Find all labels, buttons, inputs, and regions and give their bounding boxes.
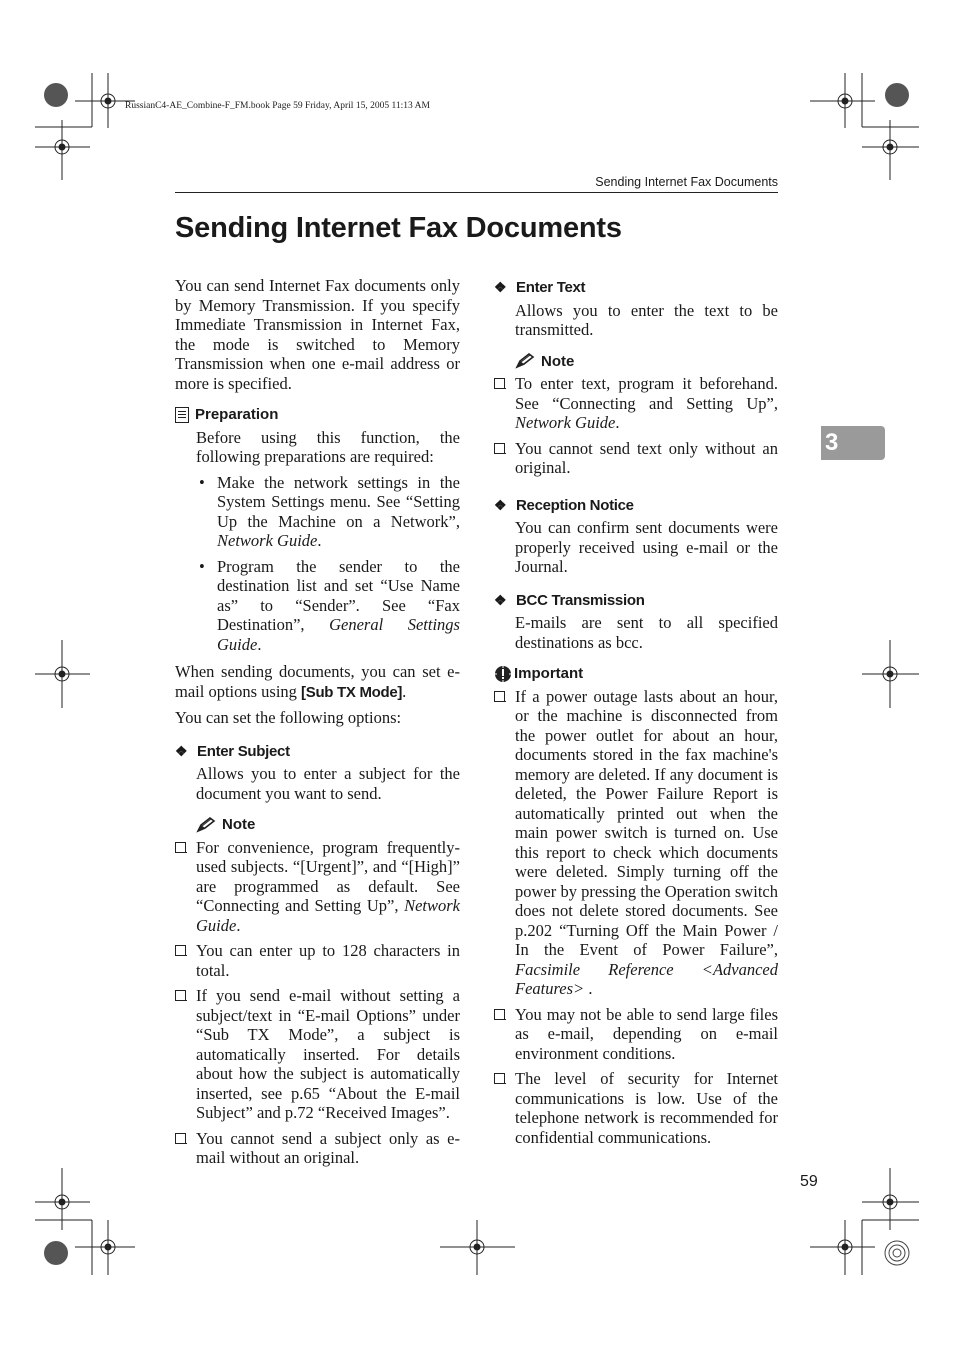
chapter-tab: 3: [821, 426, 885, 460]
note-item: To enter text, program it beforehand. See “Connecting and Setting Up”, Network Guide.: [494, 374, 778, 433]
checkbox-icon: [494, 1009, 505, 1020]
text-notes: [494, 374, 778, 478]
intro-paragraph: You can send Internet Fax documents only by Memory Transmission. If you specify Immediate Transmission in Internet Fax, the mode is switched to Memory Transmission when one e-mail address or more is specified.: [175, 276, 460, 393]
preparation-list: [175, 473, 460, 655]
bcc-text: E-mails are sent to all specified destinations as bcc.: [515, 613, 778, 652]
list-item: • Make the network settings in the System Settings menu. See “Setting Up the Machine on a Network”, Network Guide.: [199, 472, 460, 550]
checkbox-icon: [494, 691, 505, 702]
important-item: The level of security for Internet communications is low. Use of the telephone network is recommended for confidential communications.: [494, 1069, 778, 1147]
important-list: [494, 687, 778, 1148]
checkbox-icon: [494, 378, 505, 389]
diamond-icon: ❖: [494, 496, 507, 513]
diamond-icon: ❖: [494, 279, 507, 295]
important-item: You may not be able to send large files as e-mail, depending on e-mail environment conditions.: [494, 1005, 778, 1064]
diamond-icon: ❖: [494, 591, 507, 608]
preparation-heading: [175, 405, 460, 425]
enter-text-heading: ❖ Enter Text: [494, 279, 586, 296]
list-item: • Program the sender to the destination list and set “Use Name as” to “Sender”. See “Fax Destination”, General Settings Guide.: [199, 556, 460, 654]
sub-tx-mode-key: [Sub TX Mode]: [301, 683, 403, 701]
bullet-icon: •: [199, 556, 205, 576]
pencil-icon: [196, 817, 216, 833]
note-heading: Note: [175, 815, 460, 835]
bullet-icon: •: [199, 472, 205, 492]
enter-subject-text: Allows you to enter a subject for the document you want to send.: [196, 764, 460, 803]
checkbox-icon: [175, 945, 186, 956]
reception-notice-heading: ❖ Reception Notice: [494, 496, 634, 514]
right-column: [494, 276, 778, 1153]
note-item: For convenience, program frequently-used subjects. “[Urgent]”, and “[High]” are programmed as default. See “Connecting and Setting Up”, Network Guide.: [175, 838, 460, 936]
preparation-text: Before using this function, the following preparations are required:: [196, 427, 460, 466]
checkbox-icon: [494, 1073, 505, 1084]
subject-notes: [175, 838, 460, 1168]
book-info: RussianC4-AE_Combine-F_FM.book Page 59 Friday, April 15, 2005 11:13 AM: [125, 101, 430, 111]
note-heading: Note: [494, 352, 778, 372]
bcc-heading: ❖ BCC Transmission: [494, 591, 645, 609]
sending-paragraph: When sending documents, you can set e-mail options using [Sub TX Mode].: [175, 662, 460, 701]
options-paragraph: You can set the following options:: [175, 708, 402, 727]
page-title: Sending Internet Fax Documents: [175, 212, 622, 244]
checkbox-icon: [175, 842, 186, 853]
preparation-icon: [175, 407, 189, 423]
enter-text-text: Allows you to enter the text to be transmitted.: [515, 300, 778, 339]
running-head: Sending Internet Fax Documents: [595, 175, 778, 189]
checkbox-icon: [175, 1133, 186, 1144]
checkbox-icon: [494, 443, 505, 454]
reception-notice-text: You can confirm sent documents were properly received using e-mail or the Journal.: [515, 518, 778, 576]
left-column: [175, 276, 460, 1174]
header-rule: [175, 192, 778, 193]
important-item: If a power outage lasts about an hour, or the machine is disconnected from the power outlet for about an hour, documents stored in the fax machine's memory are deleted. If any document is deleted, the Power Failure Report is automatically printed out when the main power switch is turned on. Use this report to check which documents were deleted. Simply turning off the power by pressing the Operation switch does not delete stored documents. See p.202 “Turning Off the Main Power / In the Event of Power Failure”, Facsimile Reference <Advanced Features> .: [494, 687, 778, 999]
page-number: 59: [800, 1173, 818, 1190]
diamond-icon: ❖: [175, 742, 188, 759]
enter-subject-heading: ❖ Enter Subject: [175, 742, 290, 760]
pencil-icon: [515, 353, 535, 369]
note-item: You cannot send text only without an original.: [494, 439, 778, 478]
preparation-label: Preparation: [195, 406, 279, 423]
checkbox-icon: [175, 990, 186, 1001]
note-item: You can enter up to 128 characters in total.: [175, 941, 460, 980]
note-item: If you send e-mail without setting a subject/text in “E-mail Options” under “Sub TX Mode”, a subject is automatically inserted. For details about how the subject is automatically inserted, see p.65 “About the E-mail Subject” and p.72 “Received Images”.: [175, 986, 460, 1123]
note-item: You cannot send a subject only as e-mail without an original.: [175, 1129, 460, 1168]
important-icon: [494, 665, 512, 683]
important-heading: Important: [494, 664, 778, 684]
